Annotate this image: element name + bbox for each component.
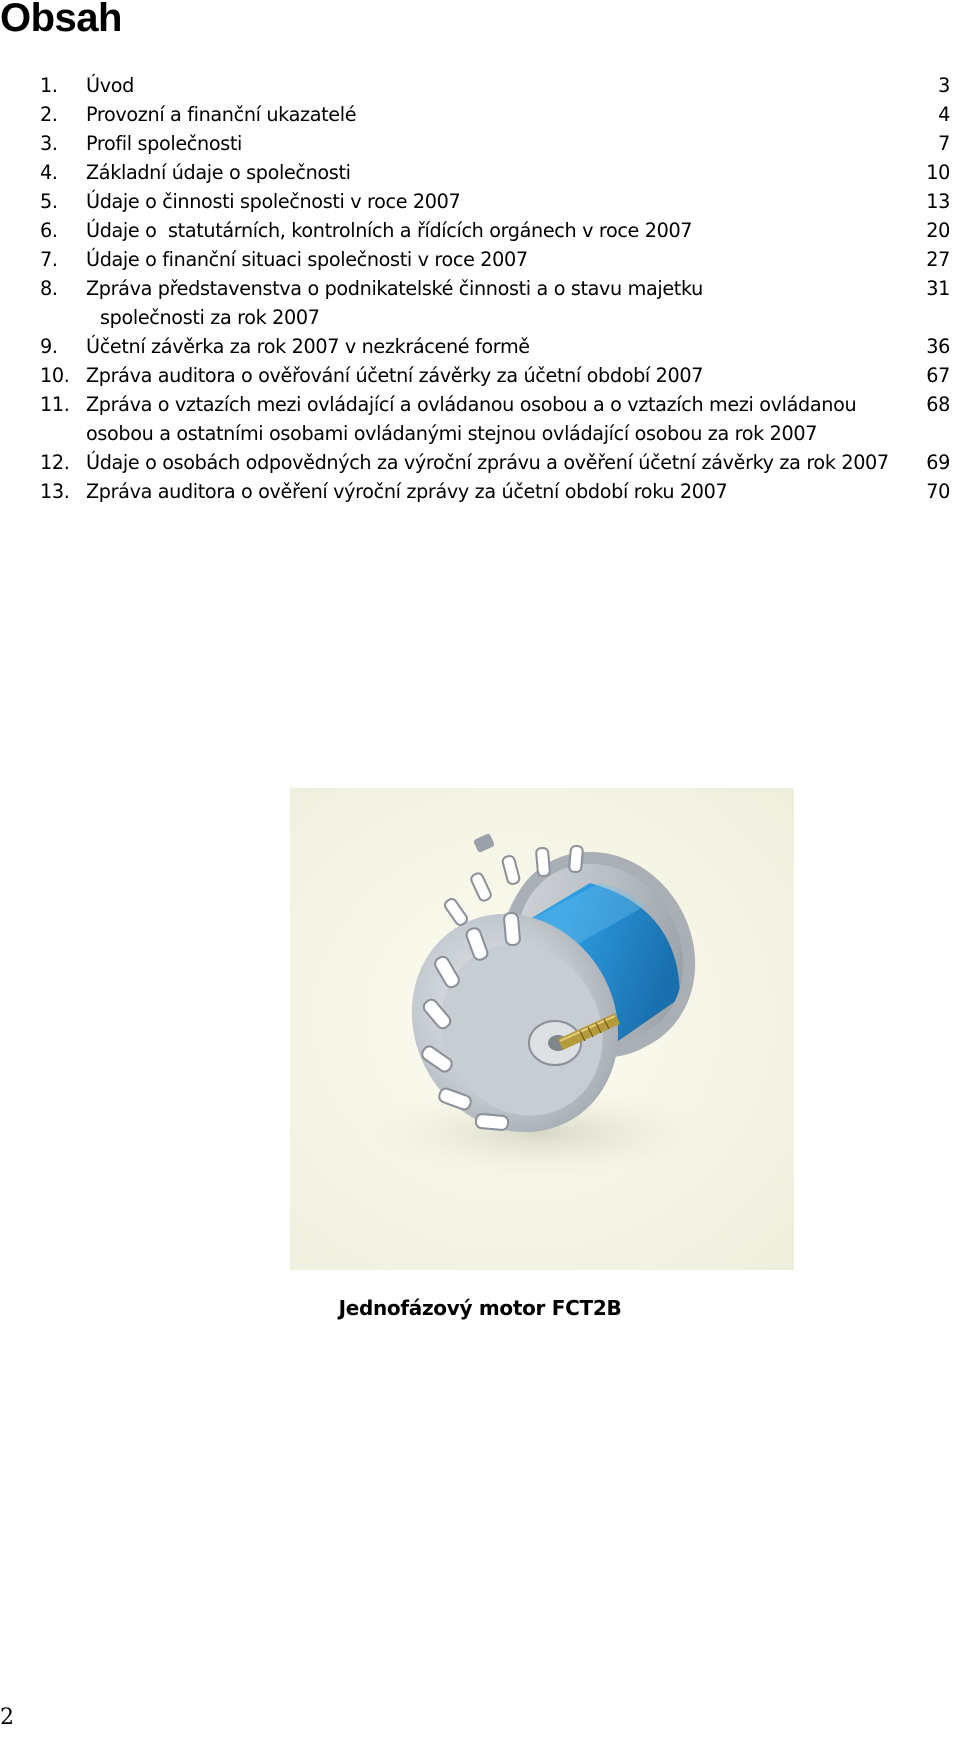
toc-entry-number: 12. xyxy=(40,451,70,474)
toc-entry-title: Zpráva auditora o ověřování účetní závěrky za účetní období 2007 xyxy=(86,364,704,387)
toc-entry-9 xyxy=(40,332,952,361)
toc-entry-2 xyxy=(40,100,952,129)
page-number: 2 xyxy=(0,1705,14,1730)
toc-entry-page: 36 xyxy=(926,335,950,358)
toc-entry-number: 4. xyxy=(40,161,58,184)
page-title: Obsah xyxy=(0,0,122,40)
toc-entry-title: Údaje o osobách odpovědných za výroční zprávu a ověření účetní závěrky za rok 2007 xyxy=(86,451,889,474)
toc-entry-page: 7 xyxy=(938,132,950,155)
toc-entry-8 xyxy=(40,274,952,332)
toc-entry-page: 67 xyxy=(926,364,950,387)
motor-illustration xyxy=(290,788,794,1270)
toc-entry-5 xyxy=(40,187,952,216)
toc-entry-page: 10 xyxy=(926,161,950,184)
toc-entry-title: Údaje o statutárních, kontrolních a řídících orgánech v roce 2007 xyxy=(86,219,693,242)
toc-entry-number: 1. xyxy=(40,74,58,97)
toc-entry-number: 3. xyxy=(40,132,58,155)
toc-entry-number: 7. xyxy=(40,248,58,271)
toc-entry-title: Zpráva auditora o ověření výroční zprávy za účetní období roku 2007 xyxy=(86,480,728,503)
toc-entry-title: Profil společnosti xyxy=(86,132,243,155)
toc-entry-page: 4 xyxy=(938,103,950,126)
toc-entry-title: Účetní závěrka za rok 2007 v nezkrácené formě xyxy=(86,335,530,358)
toc-entry-page: 13 xyxy=(926,190,950,213)
toc-entry-title: Provozní a finanční ukazatelé xyxy=(86,103,357,126)
motor-photo xyxy=(290,788,794,1270)
toc-entry-number: 13. xyxy=(40,480,70,503)
toc-entry-3 xyxy=(40,129,952,158)
toc-entry-page: 31 xyxy=(926,277,950,300)
toc-entry-title: Údaje o činnosti společnosti v roce 2007 xyxy=(86,190,461,213)
toc-entry-number: 9. xyxy=(40,335,58,358)
toc-entry-number: 2. xyxy=(40,103,58,126)
toc-entry-1 xyxy=(40,71,952,100)
toc-entry-number: 8. xyxy=(40,277,58,300)
toc-entry-title: Údaje o finanční situaci společnosti v roce 2007 xyxy=(86,248,528,271)
toc-entry-page: 68 xyxy=(926,393,950,416)
toc-entry-number: 6. xyxy=(40,219,58,242)
toc-entry-title: Základní údaje o společnosti xyxy=(86,161,351,184)
toc-entry-11 xyxy=(40,390,952,448)
toc-entry-7 xyxy=(40,245,952,274)
toc-entry-title: Úvod xyxy=(86,74,134,97)
toc-entry-page: 70 xyxy=(926,480,950,503)
toc-entry-12 xyxy=(40,448,952,477)
toc-entry-page: 69 xyxy=(926,451,950,474)
toc-entry-6 xyxy=(40,216,952,245)
toc-entry-title: Zpráva o vztazích mezi ovládající a ovládanou osobou a o vztazích mezi ovládanou osobou a ostatními osobami ovládanými stejnou ovládající osobou za rok 2007 xyxy=(86,393,857,445)
toc-entry-number: 11. xyxy=(40,393,70,416)
table-of-contents xyxy=(40,71,952,506)
toc-entry-page: 3 xyxy=(938,74,950,97)
toc-entry-page: 27 xyxy=(926,248,950,271)
toc-entry-13 xyxy=(40,477,952,506)
toc-entry-4 xyxy=(40,158,952,187)
toc-entry-number: 10. xyxy=(40,364,70,387)
toc-entry-title: Zpráva představenstva o podnikatelské činnosti a o stavu majetku společnosti za rok 2007 xyxy=(86,277,703,329)
toc-entry-number: 5. xyxy=(40,190,58,213)
photo-caption: Jednofázový motor FCT2B xyxy=(338,1296,622,1320)
toc-entry-10 xyxy=(40,361,952,390)
toc-entry-page: 20 xyxy=(926,219,950,242)
